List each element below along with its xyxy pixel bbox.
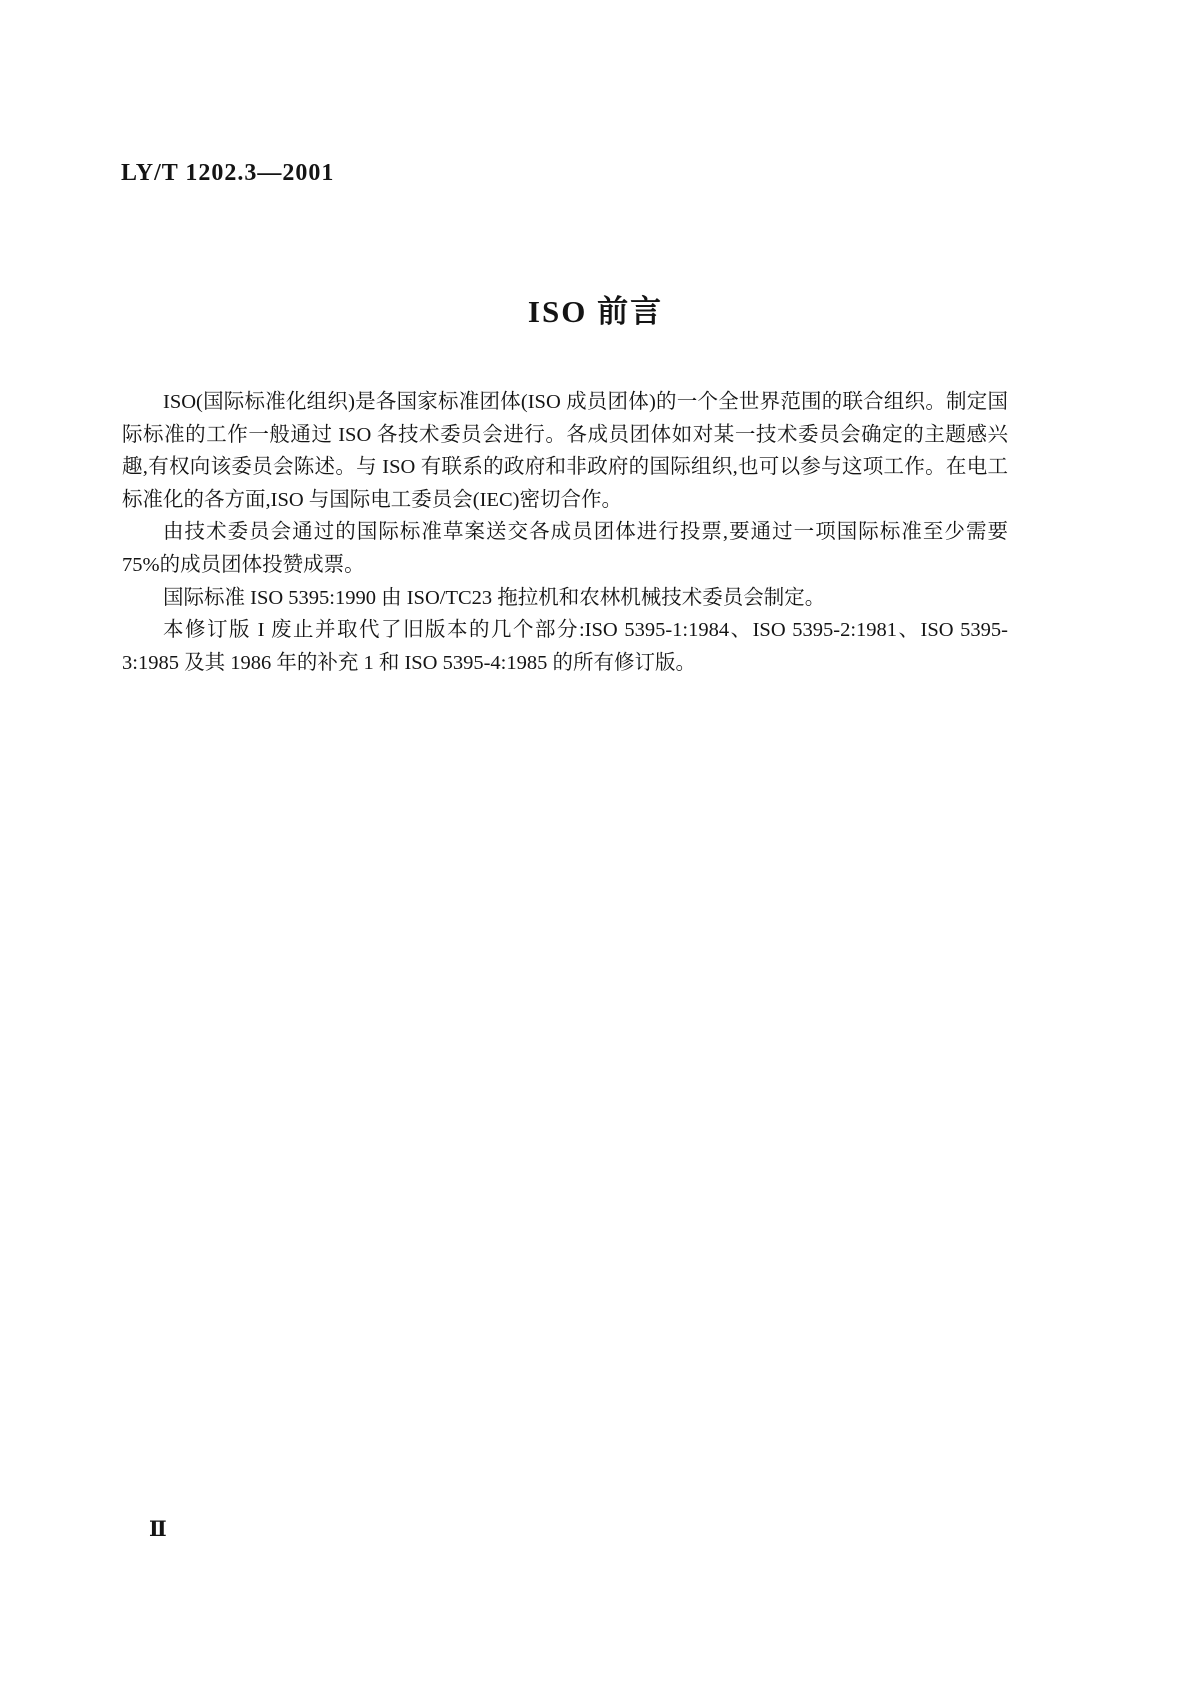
foreword-body	[122, 386, 1008, 679]
foreword-paragraph: 由技术委员会通过的国际标准草案送交各成员团体进行投票,要通过一项国际标准至少需要 75%的成员团体投赞成票。	[122, 521, 1008, 576]
page-title: ISO 前言	[527, 294, 664, 329]
foreword-paragraph: 本修订版 I 废止并取代了旧版本的几个部分:ISO 5395-1:1984、ISO 5395-2:1981、ISO 5395-3:1985 及其 1986 年的补充 1 和 ISO 5395-4:1985 的所有修订版。	[122, 619, 1008, 674]
standard-number: LY/T 1202.3—2001	[121, 160, 335, 186]
foreword-paragraph: 国际标准 ISO 5395:1990 由 ISO/TC23 拖拉机和农林机械技术委员会制定。	[163, 586, 826, 609]
page-number: Ⅱ	[149, 1517, 167, 1541]
foreword-paragraph: ISO(国际标准化组织)是各国家标准团体(ISO 成员团体)的一个全世界范围的联合组织。制定国际标准的工作一般通过 ISO 各技术委员会进行。各成员团体如对某一技术委员会确定的主题感兴趣,有权向该委员会陈述。与 ISO 有联系的政府和非政府的国际组织,也可以参与这项工作。在电工标准化的各方面,ISO 与国际电工委员会(IEC)密切合作。	[122, 391, 1008, 511]
